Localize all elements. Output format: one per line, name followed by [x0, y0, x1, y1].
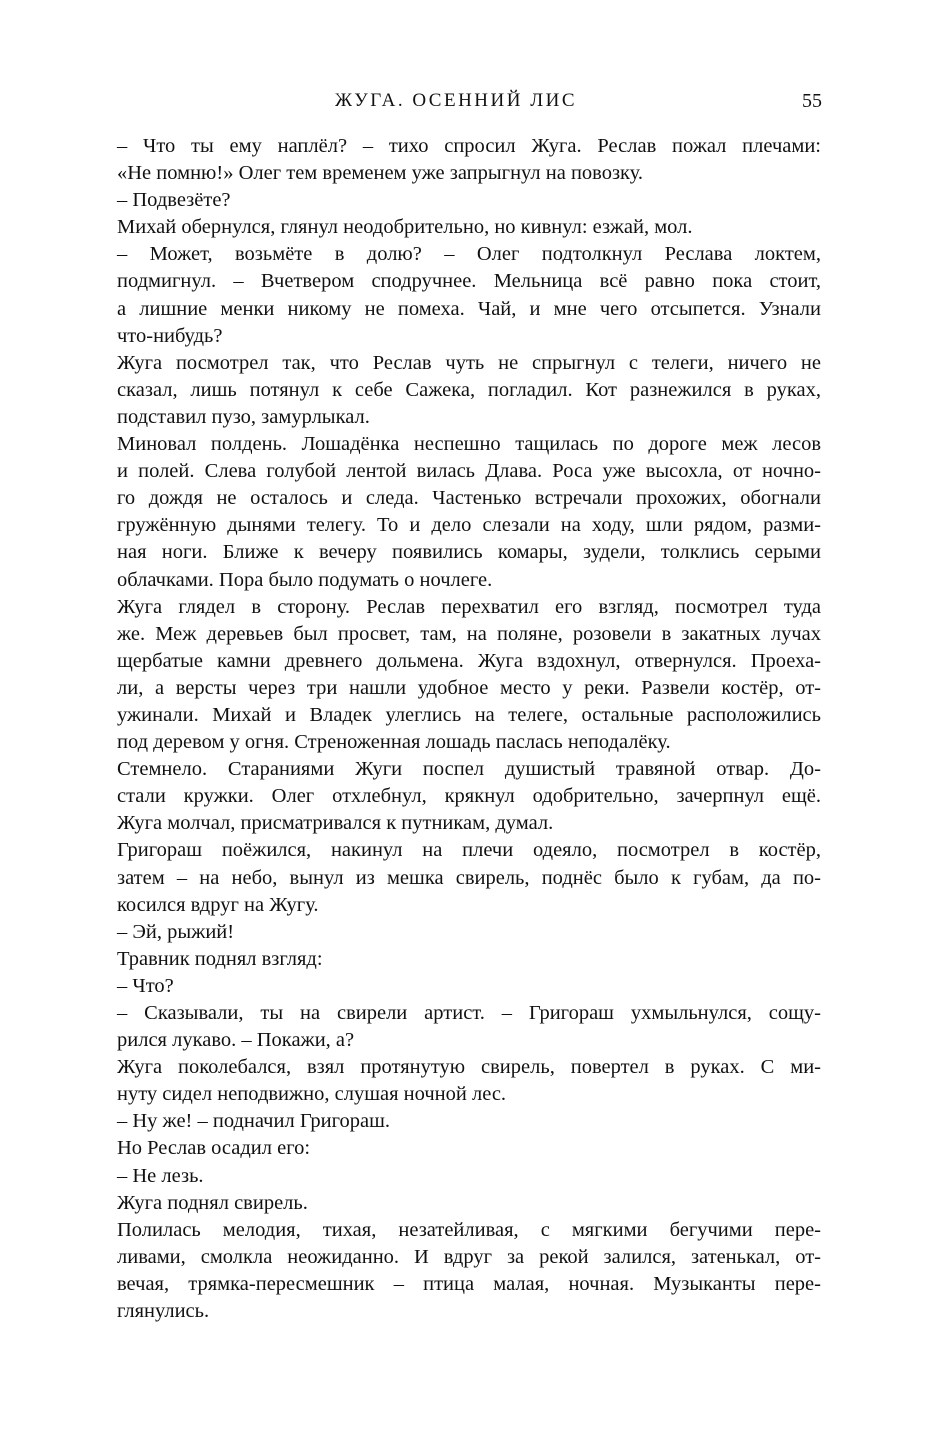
- text-line: подмигнул. – Вчетвером сподручнее. Мельница всё равно пока стоит,: [117, 270, 821, 293]
- running-title: ЖУГА. ОСЕННИЙ ЛИС: [335, 90, 577, 111]
- text-line: стали кружки. Олег отхлебнул, крякнул одобрительно, зачерпнул ещё.: [117, 785, 821, 808]
- text-line: Но Реслав осадил его:: [117, 1137, 311, 1160]
- body-text: [117, 133, 821, 1325]
- text-line: Полилась мелодия, тихая, незатейливая, с мягкими бегучими пере-: [117, 1218, 821, 1241]
- text-line: и полей. Слева голубой лентой вилась Длава. Роса уже высохла, от ночно-: [117, 460, 821, 483]
- text-line: же. Меж деревьев был просвет, там, на поляне, розовели в закатных лучах: [117, 622, 821, 645]
- paragraph: [117, 837, 821, 918]
- text-line: – Что?: [117, 974, 174, 997]
- text-line: «Не помню!» Олег тем временем уже запрыгнул на повозку.: [117, 162, 644, 185]
- paragraph: [117, 350, 821, 431]
- paragraph: [117, 919, 821, 946]
- text-line: го дождя не осталось и следа. Частенько встречали прохожих, обогнали: [117, 487, 821, 510]
- paragraph: [117, 1108, 821, 1135]
- text-line: косился вдруг на Жугу.: [117, 893, 319, 916]
- text-line: что-нибудь?: [117, 324, 223, 347]
- text-line: Жуга поколебался, взял протянутую свирель, повертел в руках. С ми-: [117, 1056, 821, 1079]
- page-number: 55: [802, 90, 822, 112]
- text-line: рился лукаво. – Покажи, а?: [117, 1029, 355, 1052]
- text-line: ли, а версты через три нашли удобное место у реки. Развели костёр, от-: [117, 676, 821, 699]
- paragraph: [117, 1190, 821, 1217]
- paragraph: [117, 1163, 821, 1190]
- paragraph: [117, 133, 821, 187]
- text-line: – Может, возьмёте в долю? – Олег подтолкнул Реслава локтем,: [117, 243, 821, 266]
- text-line: Жуга посмотрел так, что Реслав чуть не спрыгнул с телеги, ничего не: [117, 351, 821, 374]
- text-line: нуту сидел неподвижно, слушая ночной лес.: [117, 1083, 507, 1106]
- paragraph: [117, 241, 821, 349]
- text-line: облачками. Пора было подумать о ночлеге.: [117, 568, 493, 591]
- text-line: Жуга глядел в сторону. Реслав перехватил его взгляд, посмотрел туда: [117, 595, 821, 618]
- text-line: глянулись.: [117, 1300, 210, 1323]
- text-line: – Что ты ему наплёл? – тихо спросил Жуга. Реслав пожал плечами:: [117, 135, 821, 157]
- text-line: Стемнело. Стараниями Жуги поспел душистый травяной отвар. До-: [117, 758, 821, 781]
- paragraph: [117, 973, 821, 1000]
- paragraph: [117, 946, 821, 973]
- paragraph: [117, 214, 821, 241]
- text-line: щербатые камни древнего дольмена. Жуга вздохнул, отвернулся. Проеха-: [117, 649, 821, 672]
- text-line: – Подвезёте?: [117, 189, 231, 212]
- text-line: сказал, лишь потянул к себе Сажека, погладил. Кот разнежился в руках,: [117, 378, 821, 401]
- text-line: гружённую дынями телегу. То и дело слезали на ходу, шли рядом, разми-: [117, 514, 821, 537]
- paragraph: [117, 1217, 821, 1325]
- text-line: ужинали. Михай и Владек улеглись на телеге, остальные расположились: [117, 703, 821, 726]
- text-line: Жуга поднял свирель.: [117, 1191, 308, 1214]
- text-line: вечая, трямка-пересмешник – птица малая, ночная. Музыканты пере-: [117, 1272, 821, 1295]
- paragraph: [117, 1054, 821, 1108]
- paragraph: [117, 431, 821, 594]
- text-line: ная ноги. Ближе к вечеру появились комары, зудели, толклись серыми: [117, 541, 821, 564]
- text-line: Михай обернулся, глянул неодобрительно, но кивнул: езжай, мол.: [117, 216, 693, 239]
- paragraph: [117, 594, 821, 757]
- text-line: Жуга молчал, присматривался к путникам, думал.: [117, 812, 554, 835]
- text-line: под деревом у огня. Стреноженная лошадь паслась неподалёку.: [117, 731, 671, 754]
- page-header: [90, 86, 822, 116]
- text-line: затем – на небо, вынул из мешка свирель, поднёс было к губам, да по-: [117, 866, 821, 889]
- text-line: Травник поднял взгляд:: [117, 947, 323, 970]
- text-line: а лишние менки никому не помеха. Чай, и мне чего отсыпется. Узнали: [117, 297, 821, 320]
- paragraph: [117, 1000, 821, 1054]
- text-line: – Сказывали, ты на свирели артист. – Григораш ухмыльнулся, сощу-: [117, 1002, 821, 1024]
- paragraph: [117, 1135, 821, 1162]
- text-line: – Эй, рыжий!: [117, 920, 235, 943]
- text-line: Миновал полдень. Лошадёнка неспешно тащилась по дороге меж лесов: [117, 433, 821, 456]
- text-line: – Ну же! – подначил Григораш.: [117, 1110, 391, 1133]
- text-line: – Не лезь.: [117, 1164, 204, 1187]
- paragraph: [117, 756, 821, 837]
- text-line: ливами, смолкла неожиданно. И вдруг за рекой залился, затенькал, от-: [117, 1245, 821, 1268]
- text-line: подставил пузо, замурлыкал.: [117, 405, 370, 428]
- paragraph: [117, 187, 821, 214]
- text-line: Григораш поёжился, накинул на плечи одеяло, посмотрел в костёр,: [117, 839, 821, 862]
